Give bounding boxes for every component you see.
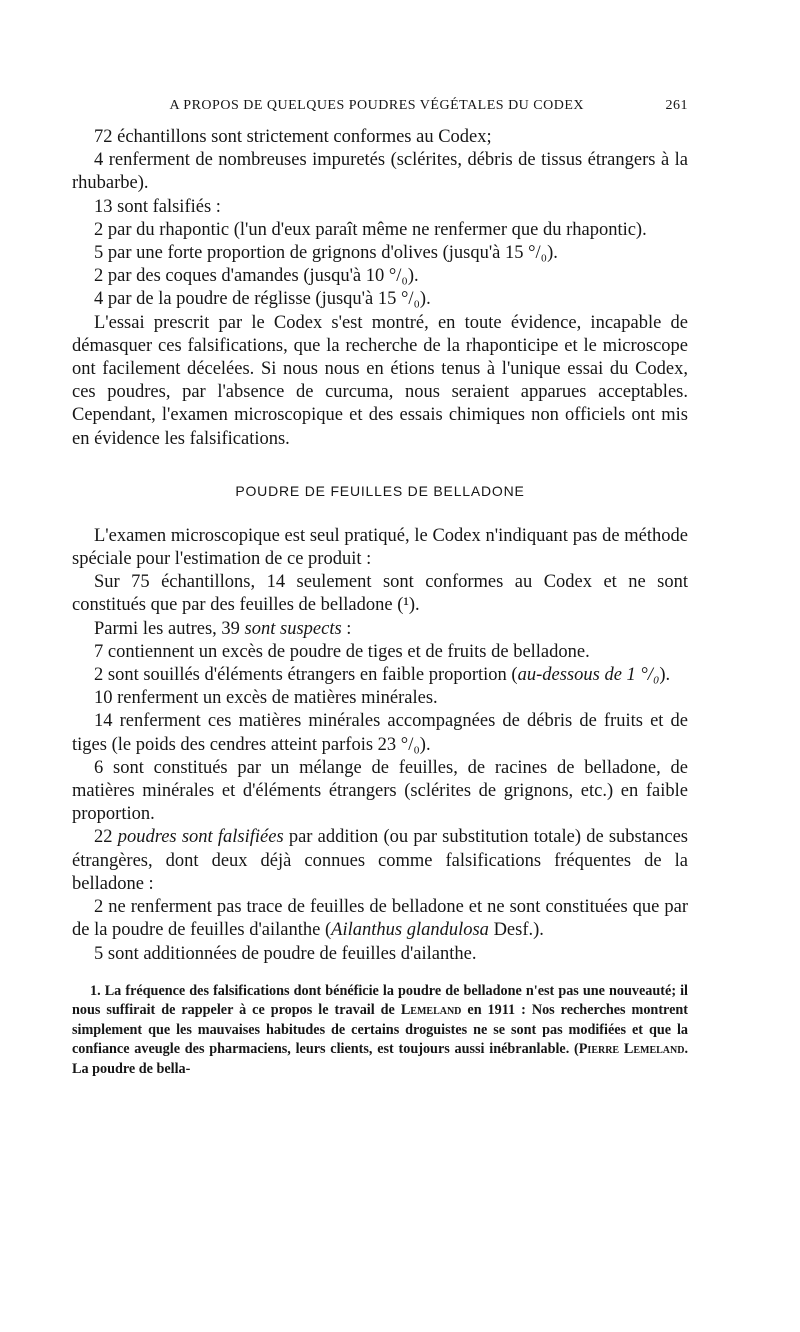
paragraph: L'examen microscopique est seul pratiqué, le Codex n'indiquant pas de méthode spéciale pour l'estimation de ce produit : <box>72 525 688 570</box>
paragraph: 13 sont falsifiés : <box>94 196 221 217</box>
footnotes <box>72 982 688 1080</box>
italic-run: poudres sont falsifiées <box>117 827 284 848</box>
text-run: par addition (ou par substitution totale) de substances étrangères, dont deux déjà connues comme falsifications fréquentes de la belladone : <box>72 827 688 894</box>
text-run: 2 ne renferment pas trace de feuilles de belladone et ne sont constituées que par de la poudre de feuilles d'ailanthe ( <box>72 897 688 941</box>
author-name: Pierre Lemeland <box>578 1041 685 1058</box>
italic-run: sont suspects <box>244 618 342 639</box>
paragraph: 5 sont additionnées de poudre de feuilles d'ailanthe. <box>94 943 477 964</box>
text-run: Parmi les autres, 39 <box>94 618 240 639</box>
page <box>72 98 688 1079</box>
paragraph: 4 par de la poudre de réglisse (jusqu'à 15 °/₀). <box>94 289 431 310</box>
paragraph: L'essai prescrit par le Codex s'est montré, en toute évidence, incapable de démasquer ces falsifications, que la recherche de la rhaponticipe et le microscope ont facilement décelées. Si nous nous en étions tenus à l'unique essai du Codex, ces poudres, par l'absence de curcuma, nous seraient apparues acceptables. Cependant, l'examen microscopique et des essais chimiques non officiels ont mis en évidence les falsifications. <box>72 312 688 449</box>
italic-run: Ailanthus glandulosa <box>331 920 489 941</box>
running-title: A PROPOS DE QUELQUES POUDRES VÉGÉTALES DU CODEX <box>169 98 585 113</box>
paragraph: 5 par une forte proportion de grignons d'olives (jusqu'à 15 °/₀). <box>94 243 558 264</box>
page-number: 261 <box>665 98 688 113</box>
footnote-ref: (¹). <box>397 595 420 616</box>
text-run: Desf.). <box>493 920 544 941</box>
text-run: 22 <box>94 827 113 848</box>
text-run: 1. La fréquence des falsifications dont bénéficie la poudre de belladone n'est pas une nouveauté; il nous suffirait de rappeler à ce propos le travail de <box>72 982 688 1019</box>
paragraph: 10 renferment un excès de matières minérales. <box>94 688 438 709</box>
paragraph: 7 contiennent un excès de poudre de tiges et de fruits de belladone. <box>94 641 590 662</box>
text-run: ). <box>659 665 671 686</box>
paragraph <box>72 896 688 942</box>
running-head <box>72 98 688 126</box>
text-run: . La poudre de bella- <box>72 1041 688 1077</box>
section-heading: POUDRE DE FEUILLES DE BELLADONE <box>235 482 525 499</box>
paragraph <box>72 618 688 641</box>
text-run: Sur 75 échantillons, 14 seulement sont conformes au Codex et ne sont constitués que par des feuilles de belladone <box>72 572 688 616</box>
italic-run: au-dessous de 1 °/₀ <box>517 665 660 686</box>
paragraph <box>72 826 688 896</box>
footnote <box>72 982 688 1080</box>
section-rhubarbe <box>72 126 688 451</box>
paragraph: 2 par des coques d'amandes (jusqu'à 10 °/₀). <box>94 266 419 287</box>
paragraph: 4 renferment de nombreuses impuretés (sclérites, débris de tissus étrangers à la rhubarbe). <box>72 150 688 194</box>
paragraph: 72 échantillons sont strictement conformes au Codex; <box>94 127 492 147</box>
text-run: 2 sont souillés d'éléments étrangers en faible proportion ( <box>94 665 518 686</box>
text-run: : <box>346 618 352 639</box>
paragraph <box>72 571 688 617</box>
section-belladone <box>72 525 688 966</box>
paragraph: 14 renferment ces matières minérales accompagnées de débris de fruits et de tiges (le poids des cendres atteint parfois 23 °/₀). <box>72 711 688 755</box>
paragraph: 6 sont constitués par un mélange de feuilles, de racines de belladone, de matières minérales et d'éléments étrangers (sclérites de grignons, etc.) en faible proportion. <box>72 757 688 825</box>
paragraph: 2 par du rhapontic (l'un d'eux paraît même ne renfermer que du rhapontic). <box>94 219 647 240</box>
author-name: Lemeland <box>400 1002 462 1019</box>
paragraph <box>72 664 688 687</box>
text-run: en 1911 : Nos recherches montrent simplement que les mauvaises habitudes de certains droguistes ne se sont pas modifiées et que la confiance aveugle des pharmaciens, leurs clients, est toujours aussi inébranlable. ( <box>72 1002 689 1058</box>
